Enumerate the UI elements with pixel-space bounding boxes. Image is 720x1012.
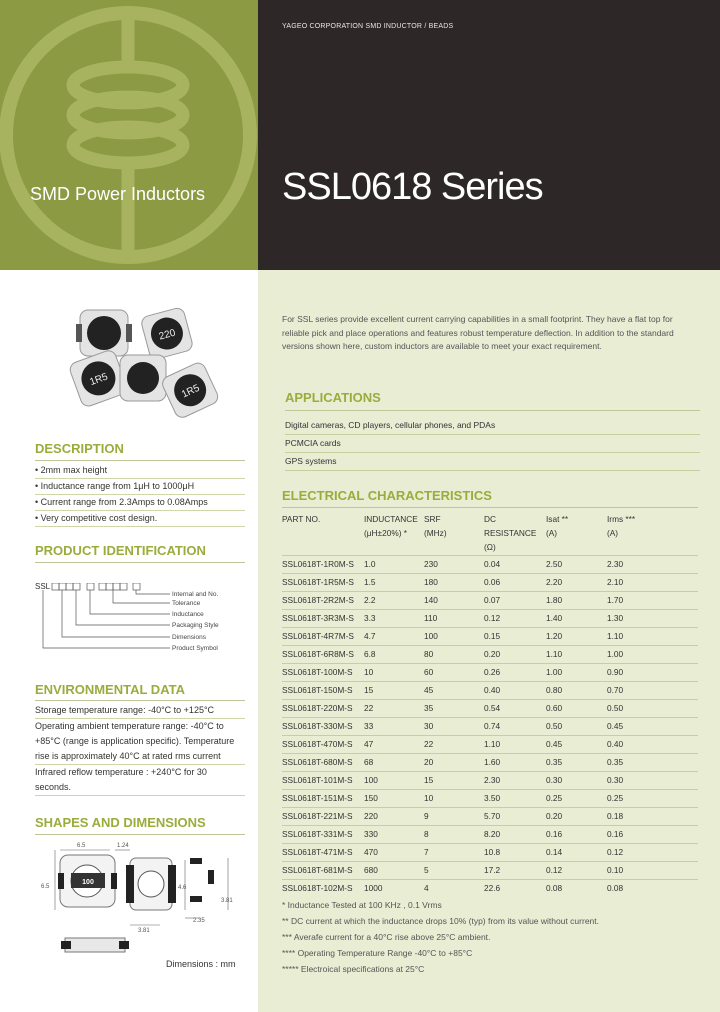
table-cell: 2.20 bbox=[546, 574, 607, 592]
table-cell: 230 bbox=[424, 556, 484, 574]
dim-label-bottom: 3.81 bbox=[221, 898, 233, 904]
dim-label-side: 2.35 bbox=[193, 918, 205, 924]
table-cell: 110 bbox=[424, 610, 484, 628]
table-cell: 0.40 bbox=[484, 682, 546, 700]
table-row bbox=[282, 646, 698, 664]
table-cell: 1.10 bbox=[546, 646, 607, 664]
column-header bbox=[282, 513, 364, 556]
table-cell: 0.74 bbox=[484, 718, 546, 736]
table-cell: SSL0618T-2R2M-S bbox=[282, 592, 364, 610]
table-cell: 0.12 bbox=[484, 610, 546, 628]
environment-line: rise is approximately 40°C at rated rms current bbox=[35, 749, 245, 765]
column-header bbox=[424, 513, 484, 556]
list-item: • Current range from 2.3Amps to 0.08Amps bbox=[35, 495, 245, 511]
table-cell: 140 bbox=[424, 592, 484, 610]
table-cell: 3.3 bbox=[364, 610, 424, 628]
table-cell: 0.30 bbox=[546, 772, 607, 790]
environment-line: Storage temperature range: -40°C to +125°C bbox=[35, 703, 245, 719]
column-header bbox=[607, 513, 698, 556]
table-cell: 0.80 bbox=[546, 682, 607, 700]
table-cell: 100 bbox=[364, 772, 424, 790]
table-cell: SSL0618T-680M-S bbox=[282, 754, 364, 772]
table-row bbox=[282, 790, 698, 808]
header-subtitle: SMD Power Inductors bbox=[30, 184, 206, 204]
table-cell: 0.50 bbox=[546, 718, 607, 736]
table-cell: 0.35 bbox=[607, 754, 698, 772]
description-rule bbox=[35, 460, 245, 461]
pid-label-5: Dimensions bbox=[172, 634, 206, 641]
column-header-line: (MHz) bbox=[424, 528, 447, 538]
coil-logo-icon bbox=[0, 0, 258, 270]
column-header-line: RESISTANCE bbox=[484, 528, 537, 538]
dim-label-top: 6.5 bbox=[77, 843, 86, 849]
table-cell: 5 bbox=[424, 862, 484, 880]
table-cell: SSL0618T-470M-S bbox=[282, 736, 364, 754]
environment-line: seconds. bbox=[35, 780, 245, 796]
table-cell: 180 bbox=[424, 574, 484, 592]
table-cell: 1.00 bbox=[607, 646, 698, 664]
column-header-line: (Ω) bbox=[484, 542, 496, 552]
applications-heading: APPLICATIONS bbox=[285, 390, 381, 405]
table-cell: 2.30 bbox=[607, 556, 698, 574]
table-row bbox=[282, 718, 698, 736]
product-code: SSL bbox=[35, 583, 51, 591]
table-row bbox=[282, 862, 698, 880]
table-cell: SSL0618T-3R3M-S bbox=[282, 610, 364, 628]
list-item: Digital cameras, CD players, cellular phones, and PDAs bbox=[285, 417, 700, 435]
column-header bbox=[364, 513, 424, 556]
table-cell: 0.40 bbox=[607, 736, 698, 754]
table-cell: 0.90 bbox=[607, 664, 698, 682]
table-cell: 10 bbox=[364, 664, 424, 682]
footnote: *** Averafe current for a 40°C rise above 25°C ambient. bbox=[282, 932, 491, 942]
dim-label-pad: 1.24 bbox=[117, 843, 129, 849]
dimensions-drawing bbox=[35, 840, 250, 960]
table-cell: 2.2 bbox=[364, 592, 424, 610]
table-cell: 3.50 bbox=[484, 790, 546, 808]
table-cell: SSL0618T-681M-S bbox=[282, 862, 364, 880]
shapes-rule bbox=[35, 834, 245, 835]
column-header-line: DC bbox=[484, 514, 496, 524]
table-cell: SSL0618T-101M-S bbox=[282, 772, 364, 790]
table-cell: SSL0618T-100M-S bbox=[282, 664, 364, 682]
table-cell: 0.50 bbox=[607, 700, 698, 718]
table-cell: 20 bbox=[424, 754, 484, 772]
table-cell: 22.6 bbox=[484, 880, 546, 898]
list-item: • Inductance range from 1μH to 1000μH bbox=[35, 479, 245, 495]
table-row bbox=[282, 592, 698, 610]
table-cell: 1.00 bbox=[546, 664, 607, 682]
pid-label-2: Tolerance bbox=[172, 600, 201, 607]
table-cell: 8 bbox=[424, 826, 484, 844]
footnotes bbox=[282, 897, 698, 977]
table-cell: 1.30 bbox=[607, 610, 698, 628]
column-header bbox=[484, 513, 546, 556]
dim-marking: 100 bbox=[82, 879, 94, 886]
product-id-diagram bbox=[35, 583, 250, 663]
table-cell: 0.18 bbox=[607, 808, 698, 826]
table-cell: 0.25 bbox=[546, 790, 607, 808]
table-cell: 6.8 bbox=[364, 646, 424, 664]
table-cell: 0.60 bbox=[546, 700, 607, 718]
dim-label-gap: 3.81 bbox=[138, 928, 150, 934]
table-cell: 22 bbox=[364, 700, 424, 718]
table-cell: 15 bbox=[364, 682, 424, 700]
table-cell: SSL0618T-471M-S bbox=[282, 844, 364, 862]
pid-label-1: Internal and No. bbox=[172, 591, 219, 598]
column-header-line: (A) bbox=[546, 528, 558, 538]
table-cell: 470 bbox=[364, 844, 424, 862]
table-cell: 30 bbox=[424, 718, 484, 736]
table-row bbox=[282, 610, 698, 628]
environment-lines bbox=[35, 703, 245, 796]
column-header-line: Irms *** bbox=[607, 514, 636, 524]
table-row bbox=[282, 736, 698, 754]
table-row bbox=[282, 880, 698, 898]
table-cell: 0.16 bbox=[546, 826, 607, 844]
table-cell: 0.70 bbox=[607, 682, 698, 700]
electrical-table bbox=[282, 513, 698, 897]
product-photo bbox=[60, 300, 220, 430]
table-cell: 5.70 bbox=[484, 808, 546, 826]
table-cell: 4.7 bbox=[364, 628, 424, 646]
column-header-line: (A) bbox=[607, 528, 619, 538]
table-cell: 0.45 bbox=[546, 736, 607, 754]
table-cell: 1.70 bbox=[607, 592, 698, 610]
column-header-line: SRF bbox=[424, 514, 441, 524]
header-right-panel bbox=[258, 0, 720, 270]
photo-marking-3: 1R5 bbox=[180, 382, 202, 401]
table-cell: 68 bbox=[364, 754, 424, 772]
applications-rule bbox=[285, 410, 700, 411]
table-cell: 0.12 bbox=[607, 844, 698, 862]
list-item: • 2mm max height bbox=[35, 463, 245, 479]
table-cell: SSL0618T-150M-S bbox=[282, 682, 364, 700]
table-cell: 8.20 bbox=[484, 826, 546, 844]
table-cell: 0.26 bbox=[484, 664, 546, 682]
dim-label-right: 4.6 bbox=[178, 885, 187, 891]
column-header-line bbox=[546, 541, 607, 555]
environment-line: Operating ambient temperature range: -40°C to bbox=[35, 721, 224, 731]
table-row bbox=[282, 826, 698, 844]
footnote: * Inductance Tested at 100 KHz , 0.1 Vrms bbox=[282, 900, 442, 910]
environment-line: +85°C (range is application specific). Temperature bbox=[35, 736, 235, 746]
dim-label-left: 6.5 bbox=[41, 884, 50, 890]
environment-heading: ENVIRONMENTAL DATA bbox=[35, 682, 185, 697]
list-item: • Very competitive cost design. bbox=[35, 511, 245, 527]
table-cell: 1.20 bbox=[546, 628, 607, 646]
column-header-line: PART NO. bbox=[282, 514, 321, 524]
table-cell: 1.10 bbox=[607, 628, 698, 646]
dimensions-caption: Dimensions : mm bbox=[166, 959, 236, 969]
table-cell: 10 bbox=[424, 790, 484, 808]
shapes-heading: SHAPES AND DIMENSIONS bbox=[35, 815, 206, 830]
electrical-rule bbox=[282, 507, 698, 508]
product-id-rule bbox=[35, 562, 245, 563]
table-cell: 1.10 bbox=[484, 736, 546, 754]
footnote: ***** Electroical specifications at 25°C bbox=[282, 964, 425, 974]
table-cell: 0.15 bbox=[484, 628, 546, 646]
description-heading: DESCRIPTION bbox=[35, 441, 124, 456]
column-header-line bbox=[282, 541, 364, 555]
table-cell: SSL0618T-330M-S bbox=[282, 718, 364, 736]
table-cell: SSL0618T-221M-S bbox=[282, 808, 364, 826]
table-cell: 9 bbox=[424, 808, 484, 826]
column-header bbox=[546, 513, 607, 556]
table-cell: 330 bbox=[364, 826, 424, 844]
photo-marking-1: 220 bbox=[157, 327, 177, 343]
table-cell: SSL0618T-102M-S bbox=[282, 880, 364, 898]
table-cell: 4 bbox=[424, 880, 484, 898]
table-row bbox=[282, 808, 698, 826]
table-row bbox=[282, 574, 698, 592]
table-body bbox=[282, 556, 698, 898]
table-cell: 7 bbox=[424, 844, 484, 862]
table-row bbox=[282, 700, 698, 718]
list-item: PCMCIA cards bbox=[285, 435, 700, 453]
page-title: SSL0618 Series bbox=[282, 166, 543, 208]
table-cell: 0.45 bbox=[607, 718, 698, 736]
table-cell: SSL0618T-6R8M-S bbox=[282, 646, 364, 664]
header-left-panel bbox=[0, 0, 258, 270]
intro-paragraph: For SSL series provide excellent current carrying capabilities in a small footprint. They have a flat top for reliable pick and place operations and features robust temperature deflection. In addition to the standard versions shown here, custom inductors are available to meet your exact requirement. bbox=[282, 314, 674, 352]
table-cell: 0.04 bbox=[484, 556, 546, 574]
list-item: GPS systems bbox=[285, 453, 700, 471]
column-header-line bbox=[607, 541, 698, 555]
pid-label-4: Packaging Style bbox=[172, 622, 219, 629]
table-cell: 0.07 bbox=[484, 592, 546, 610]
table-row bbox=[282, 754, 698, 772]
column-header-line: INDUCTANCE bbox=[364, 514, 418, 524]
table-cell: 35 bbox=[424, 700, 484, 718]
table-cell: 0.08 bbox=[546, 880, 607, 898]
table-cell: SSL0618T-4R7M-S bbox=[282, 628, 364, 646]
table-cell: 150 bbox=[364, 790, 424, 808]
photo-marking-2: 1R5 bbox=[88, 371, 110, 389]
table-cell: 0.30 bbox=[607, 772, 698, 790]
table-cell: 60 bbox=[424, 664, 484, 682]
description-list bbox=[35, 463, 245, 527]
applications-list bbox=[285, 417, 700, 471]
table-cell: 1.0 bbox=[364, 556, 424, 574]
table-cell: SSL0618T-220M-S bbox=[282, 700, 364, 718]
table-cell: 0.20 bbox=[546, 808, 607, 826]
table-cell: 0.16 bbox=[607, 826, 698, 844]
pid-label-3: Inductance bbox=[172, 611, 204, 618]
table-row bbox=[282, 628, 698, 646]
table-cell: 1.5 bbox=[364, 574, 424, 592]
table-row bbox=[282, 772, 698, 790]
table-cell: SSL0618T-1R5M-S bbox=[282, 574, 364, 592]
brand-line: YAGEO CORPORATION SMD INDUCTOR / BEADS bbox=[282, 23, 454, 30]
table-row bbox=[282, 556, 698, 574]
table-cell: 2.50 bbox=[546, 556, 607, 574]
column-header-line: (μH±20%) * bbox=[364, 528, 407, 538]
table-header bbox=[282, 513, 698, 556]
table-cell: 1.60 bbox=[484, 754, 546, 772]
column-header-line: Isat ** bbox=[546, 514, 569, 524]
pid-label-6: Product Symbol bbox=[172, 645, 218, 652]
table-cell: 33 bbox=[364, 718, 424, 736]
table-cell: 680 bbox=[364, 862, 424, 880]
table-cell: 1000 bbox=[364, 880, 424, 898]
table-row bbox=[282, 682, 698, 700]
table-cell: SSL0618T-331M-S bbox=[282, 826, 364, 844]
column-header-line bbox=[282, 527, 364, 541]
table-cell: 220 bbox=[364, 808, 424, 826]
table-cell: 10.8 bbox=[484, 844, 546, 862]
product-id-heading: PRODUCT IDENTIFICATION bbox=[35, 543, 206, 558]
column-header-line bbox=[424, 541, 484, 555]
table-cell: 80 bbox=[424, 646, 484, 664]
table-cell: 2.30 bbox=[484, 772, 546, 790]
table-cell: 15 bbox=[424, 772, 484, 790]
table-cell: 1.80 bbox=[546, 592, 607, 610]
table-cell: 100 bbox=[424, 628, 484, 646]
table-cell: 0.12 bbox=[546, 862, 607, 880]
table-cell: 17.2 bbox=[484, 862, 546, 880]
environment-rule bbox=[35, 700, 245, 701]
table-cell: SSL0618T-1R0M-S bbox=[282, 556, 364, 574]
environment-line: Infrared reflow temperature : +240°C for 30 bbox=[35, 767, 207, 777]
table-cell: 0.25 bbox=[607, 790, 698, 808]
table-cell: 2.10 bbox=[607, 574, 698, 592]
table-cell: 22 bbox=[424, 736, 484, 754]
table-cell: 0.20 bbox=[484, 646, 546, 664]
table-cell: 0.54 bbox=[484, 700, 546, 718]
table-cell: 45 bbox=[424, 682, 484, 700]
table-cell: 0.35 bbox=[546, 754, 607, 772]
table-cell: 1.40 bbox=[546, 610, 607, 628]
table-row bbox=[282, 664, 698, 682]
table-cell: 47 bbox=[364, 736, 424, 754]
electrical-heading: ELECTRICAL CHARACTERISTICS bbox=[282, 488, 492, 503]
footnote: ** DC current at which the inductance drops 10% (typ) from its value without current. bbox=[282, 916, 600, 926]
footnote: **** Operating Temperature Range -40°C to +85°C bbox=[282, 948, 473, 958]
table-row bbox=[282, 844, 698, 862]
table-cell: 0.14 bbox=[546, 844, 607, 862]
table-cell: SSL0618T-151M-S bbox=[282, 790, 364, 808]
column-header-line bbox=[364, 541, 424, 555]
table-cell: 0.10 bbox=[607, 862, 698, 880]
table-cell: 0.06 bbox=[484, 574, 546, 592]
table-cell: 0.08 bbox=[607, 880, 698, 898]
